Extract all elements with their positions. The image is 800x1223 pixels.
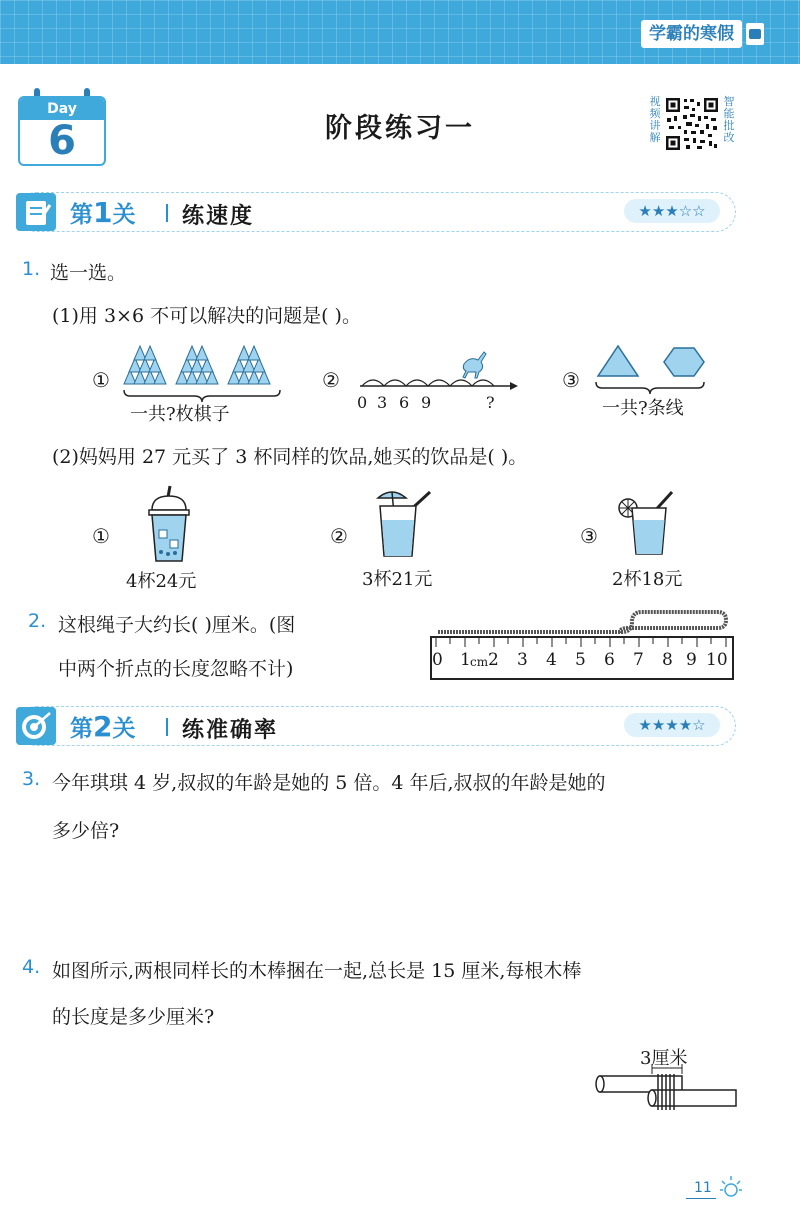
option-caption: 2杯18元 (612, 569, 683, 590)
ruler-label: 6 (604, 650, 615, 670)
ruler-label: 4 (546, 650, 557, 670)
ruler-label: 3 (517, 650, 528, 670)
option-mark: ② (322, 368, 340, 392)
option-caption: 4杯24元 (126, 571, 197, 592)
difficulty-stars-2: ★★★★☆ (624, 713, 720, 737)
section-name-1: 练速度 (182, 204, 255, 229)
number-line-tick: 9 (421, 393, 432, 412)
ruler-label: 2 (488, 650, 499, 670)
question-number-1: 1. (22, 258, 41, 280)
question-3-line1: 今年琪琪 4 岁,叔叔的年龄是她的 5 倍。4 年后,叔叔的年龄是她的 (52, 772, 606, 794)
chess-pieces-figure (122, 342, 282, 404)
page-title: 阶段练习一 (325, 113, 475, 144)
section-name-2: 练准确率 (182, 718, 279, 743)
option-caption: 3杯21元 (362, 569, 433, 590)
section-prefix: 第 (70, 202, 93, 228)
question-number-3: 3. (22, 768, 41, 790)
section-title-2 (70, 710, 135, 743)
sticks-figure (594, 1064, 740, 1116)
page-number: 11 (694, 1180, 712, 1196)
section-prefix: 第 (70, 716, 93, 742)
section-suffix: 关 (112, 202, 136, 228)
option-mark: ③ (580, 524, 598, 548)
option-caption: 一共?条线 (602, 398, 684, 419)
section-number: 2 (93, 710, 113, 743)
juice-glass-icon (372, 484, 436, 558)
page-number-underline (686, 1198, 716, 1199)
speed-icon (16, 193, 56, 231)
option-mark: ① (92, 368, 110, 392)
day-number: 6 (48, 118, 76, 164)
section-title-1 (70, 196, 135, 229)
option-mark: ③ (562, 368, 580, 392)
ruler-ticks (432, 638, 730, 648)
lemon-drink-glass-icon (616, 488, 676, 556)
question-1-part2-stem: (2)妈妈用 27 元买了 3 杯同样的饮品,她买的饮品是( )。 (52, 446, 528, 468)
brand-label: 学霸的寒假 (641, 20, 742, 48)
section-separator (166, 204, 168, 222)
question-2-line2: 中两个折点的长度忽略不计) (58, 658, 294, 680)
section-suffix: 关 (112, 716, 136, 742)
shapes-figure (592, 344, 712, 400)
ruler-label: 9 (686, 650, 697, 670)
ruler-unit: cm (470, 655, 489, 669)
question-1-text: 选一选。 (50, 262, 127, 284)
book-icon (746, 23, 764, 45)
qr-right-text: 智能批改 (723, 95, 735, 144)
rope-figure (432, 602, 732, 638)
number-line-tick: 6 (399, 393, 410, 412)
ruler-label: 1 (460, 650, 471, 670)
bubble-tea-cup-icon (146, 484, 192, 564)
option-caption: 一共?枚棋子 (130, 404, 230, 425)
section-separator (166, 718, 168, 736)
overlap-label: 3厘米 (640, 1048, 688, 1069)
question-number-4: 4. (22, 956, 41, 978)
question-4-line2: 的长度是多少厘米? (52, 1006, 215, 1028)
difficulty-stars-1: ★★★☆☆ (624, 199, 720, 223)
ruler-label: 0 (432, 650, 443, 670)
ruler-label: 10 (706, 650, 728, 670)
number-line-tick: 0 (357, 393, 368, 412)
number-line-tick: 3 (377, 393, 388, 412)
ruler-label: 7 (633, 650, 644, 670)
option-mark: ① (92, 524, 110, 548)
sun-icon (716, 1172, 746, 1202)
question-1-part1-stem: (1)用 3×6 不可以解决的问题是( )。 (52, 305, 361, 327)
section-number: 1 (93, 196, 113, 229)
option-mark: ② (330, 524, 348, 548)
question-3-line2: 多少倍? (52, 820, 120, 842)
question-number-2: 2. (28, 610, 47, 632)
number-line-unknown: ? (486, 393, 495, 412)
question-4-line1: 如图所示,两根同样长的木棒捆在一起,总长是 15 厘米,每根木棒 (52, 960, 582, 982)
question-2-line1: 这根绳子大约长( )厘米。(图 (58, 614, 296, 636)
qr-left-text: 视频讲解 (649, 95, 661, 144)
qr-code-icon[interactable] (664, 96, 720, 152)
target-icon (16, 707, 56, 745)
ruler-label: 5 (575, 650, 586, 670)
day-label: Day (20, 98, 104, 120)
number-line-figure (356, 350, 520, 390)
qr-block[interactable] (648, 94, 736, 158)
ruler-label: 8 (662, 650, 673, 670)
